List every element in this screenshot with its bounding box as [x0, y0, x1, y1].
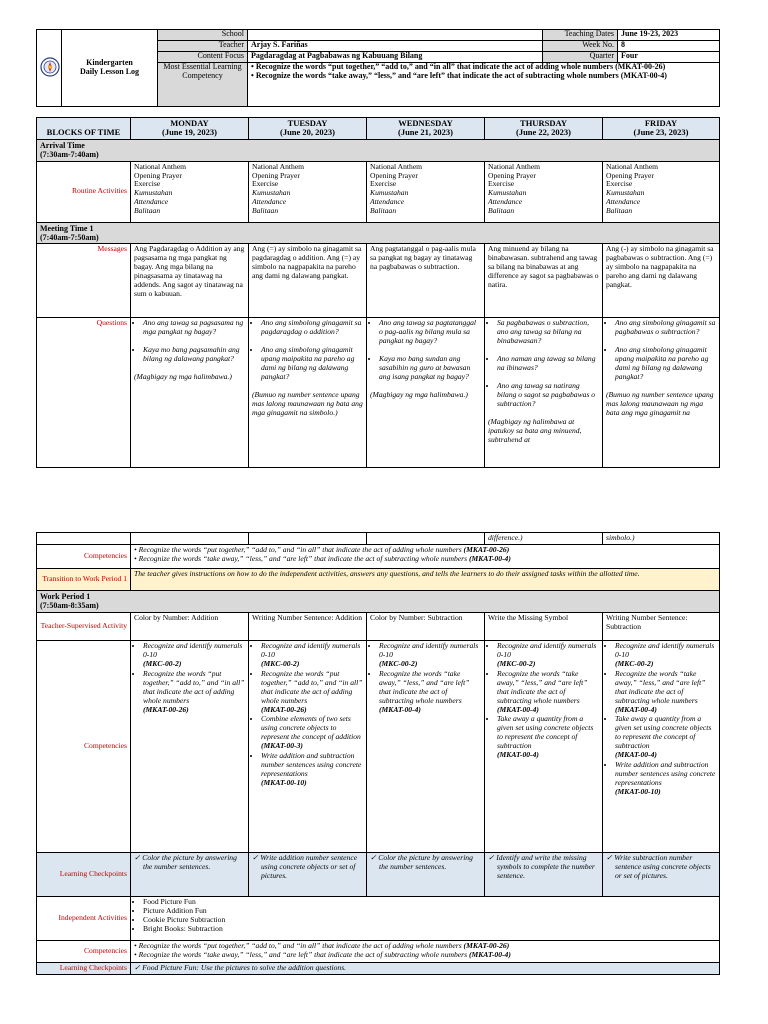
routine-activities-label: Routine Activities: [37, 161, 131, 222]
routine-item: Kumustahan: [252, 188, 291, 198]
competency-item: • Take away a quantity from a given set using concrete objects to represent the concept of subtraction (MKAT-00-4): [497, 715, 599, 760]
school-title: Kindergarten: [86, 58, 133, 68]
question-item: • Ano naman ang tawag sa bilang na ibinawas?: [497, 355, 599, 373]
questions-cell: [485, 318, 603, 468]
questions-cell: [249, 318, 367, 468]
question-note: (Bumuo ng number sentence upang mas lalong maunawaan ng bata ang mga ginagamit na simbolo.): [252, 390, 363, 418]
checkpoint-cell: [367, 852, 485, 896]
independent-activities-list: [131, 896, 720, 940]
competencies-2: • Recognize the words “put together,” “add to,” and “in all” that indicate the act of adding whole numbers (MKAT-00-26) • Recognize the words “take away,” “less,” and “are left” that indicate the act of subtracting whole numbers (MKAT-00-4): [131, 940, 720, 962]
competency-item: • Recognize and identify numerals 0-10 (MKC-00-2): [261, 642, 363, 669]
competency-cell: [249, 640, 367, 852]
questions-cell: [131, 318, 249, 468]
routine-item: Exercise: [134, 179, 161, 189]
question-item: • Ano ang tawag sa natirang bilang o sagot sa pagbabawas o subtraction?: [497, 382, 599, 409]
meeting-time-section: Meeting Time 1 (7:40am-7:50am): [37, 222, 720, 244]
note-continuation: [131, 533, 249, 545]
checkpoint-cell: [249, 852, 367, 896]
teacher-value: Arjay S. Fariñas: [248, 41, 543, 52]
checkpoint-cell: [603, 852, 720, 896]
lesson-log-page-2: [36, 532, 719, 975]
lesson-log-page-1: [36, 29, 719, 468]
message-cell: Ang (-) ay simbolo na ginagamit sa pagbabawas o subtraction. Ang (=) ay simbolo na nagpapakita na pareho ang dami ng dalawang pangkat.: [603, 244, 720, 318]
routine-item: Exercise: [370, 179, 397, 189]
competency-cell: [603, 640, 720, 852]
header-table: [36, 29, 720, 107]
routine-item: Balitaan: [488, 206, 515, 216]
questions-label: Questions: [37, 318, 131, 468]
school-value: [248, 30, 543, 41]
question-item: • Sa pagbabawas o subtraction, ano ang tawag sa bilang na binabawasan?: [497, 319, 599, 346]
question-item: • Ano ang simbolong ginagamit sa pagbabawas o subtraction?: [615, 319, 716, 337]
routine-item: Kumustahan: [370, 188, 409, 198]
independent-activities-label: Independent Activities: [37, 896, 131, 940]
competency-item: • Recognize and identify numerals 0-10 (MKC-00-2): [497, 642, 599, 669]
seal-icon: [40, 56, 60, 78]
quarter-label: Quarter: [543, 52, 618, 63]
questions-cell: [603, 318, 720, 468]
routine-item: Attendance: [252, 197, 287, 207]
routine-list: [249, 161, 367, 222]
mel-item: • Recognize the words “take away,” “less,” and “are left” that indicate the act of subtracting whole numbers (MKAT-00-4): [251, 70, 667, 80]
checkpoint-cell: [485, 852, 603, 896]
question-note: (Magbigay ng mga halimbawa.): [370, 390, 468, 400]
question-item: • Ano ang simbolong ginagamit upang maipakita na pareho ag dami ng bilang ng dalawang pangkat?: [261, 346, 363, 382]
routine-item: Attendance: [134, 197, 169, 207]
routine-item: Opening Prayer: [606, 170, 654, 180]
week-label: Week No.: [543, 41, 618, 52]
question-note: (Magbigay ng mga halimbawa.): [134, 372, 232, 382]
day-header-wednesday: WEDNESDAY (June 21, 2023): [367, 118, 485, 140]
question-item: • Ano ang tawag sa pagsasama ng mga pangkat ng bagay?: [143, 319, 245, 337]
competencies-2-label: Competencies: [37, 940, 131, 962]
competency-item: • Recognize the words “take away,” “less,” and “are left” that indicate the act of subtracting whole numbers (MKAT-00-4): [615, 670, 716, 715]
note-continuation: difference.): [485, 533, 603, 545]
note-continuation: simbolo.): [603, 533, 720, 545]
day-header-tuesday: TUESDAY (June 20, 2023): [249, 118, 367, 140]
question-item: • Ano ang simbolong ginagamit sa pagdaragdag o addition?: [261, 319, 363, 337]
daily-lesson-log-title: Daily Lesson Log: [79, 67, 140, 76]
activity-cell: Writing Number Sentence: Subtraction: [603, 612, 720, 640]
routine-item: Balitaan: [606, 206, 633, 216]
routine-item: Kumustahan: [606, 188, 645, 198]
content-focus-value: Pagdaragdag at Pagbabawas ng Kabuuang Bilang: [248, 52, 543, 63]
transition-text: The teacher gives instructions on how to do the independent activities, answers any questions, and tells the learners to do their assigned tasks within the allotted time.: [131, 568, 720, 590]
routine-list: [485, 161, 603, 222]
routine-list: [603, 161, 720, 222]
routine-item: Opening Prayer: [252, 170, 300, 180]
message-cell: Ang minuend ay bilang na binabawasan. subtrahend ang tawag sa bilang na binabawas at ang difference ay sagot sa pagbabawas o natira.: [485, 244, 603, 318]
teacher-label: Teacher: [158, 41, 248, 52]
routine-item: Exercise: [606, 179, 633, 189]
routine-item: Opening Prayer: [370, 170, 418, 180]
checkpoint-text: ✓ Identify and write the missing symbols to complete the number sentence.: [488, 852, 595, 880]
schedule-table-2: [36, 532, 720, 975]
messages-label: Messages: [37, 244, 131, 318]
teacher-supervised-label: Teacher-Supervised Activity: [37, 612, 131, 640]
routine-list: [367, 161, 485, 222]
check-icon: ✓: [488, 852, 497, 862]
competency-cell: [131, 640, 249, 852]
questions-cell: [367, 318, 485, 468]
arrival-time-section: Arrival Time (7:30am-7:40am): [37, 139, 720, 161]
check-icon: ✓: [134, 852, 143, 862]
competency-item: • Recognize and identify numerals 0-10 (MKC-00-2): [379, 642, 481, 669]
check-icon: ✓: [606, 852, 615, 862]
question-note: (Magbigay ng halimbawa at ipatukoy sa bata ang minuend, subtrahend at: [488, 417, 582, 444]
routine-item: Kumustahan: [488, 188, 527, 198]
work-period-section: Work Period 1 (7:50am-8:35am): [37, 590, 720, 612]
routine-item: Attendance: [370, 197, 405, 207]
mel-item: • Recognize the words “put together,” “add to,” and “in all” that indicate the act of adding whole numbers (MKAT-00-26): [251, 62, 666, 71]
message-cell: Ang pagtatanggal o pag-aalis mula sa pangkat ng bagay ay tinatawag na pagbabawas o subtraction.: [367, 244, 485, 318]
school-label: School: [158, 30, 248, 41]
message-cell: Ang Pagdaragdag o Addition ay ang pagsasama ng mga pangkat ng bagay. Ang mga bilang na pinagsasama ay tinatawag na addends. Ang sagot ay tinatawag na sum o kabuuan.: [131, 244, 249, 318]
routine-item: National Anthem: [488, 161, 541, 171]
competency-item: • Recognize the words “put together,” “add to,” and “in all” that indicate the act of adding whole numbers (MKAT-00-26): [143, 670, 245, 715]
routine-item: Exercise: [252, 179, 279, 189]
routine-item: Attendance: [606, 197, 641, 207]
routine-item: Balitaan: [134, 206, 161, 216]
competency-item: • Take away a quantity from a given set using concrete objects to represent the concept of subtraction (MKAT-00-4): [615, 715, 716, 760]
checkpoint-text: ✓ Color the picture by answering the number sentences.: [134, 852, 237, 871]
competencies-label: Competencies: [37, 544, 131, 568]
independent-item: • Cookie Picture Subtraction: [143, 916, 716, 925]
learning-checkpoints-2-label: Learning Checkpoints: [37, 962, 131, 974]
routine-item: National Anthem: [606, 161, 659, 171]
competency-item: • Recognize the words “take away,” “less,” and “are left” that indicate the act of subtracting whole numbers (MKAT-00-4): [497, 670, 599, 715]
independent-item: • Bright Books: Subtraction: [143, 925, 716, 934]
mel-label: Most Essential Learning Competency: [158, 63, 248, 107]
routine-item: Attendance: [488, 197, 523, 207]
check-icon: ✓: [252, 852, 261, 862]
activity-cell: Color by Number: Addition: [131, 612, 249, 640]
schedule-table-1: [36, 117, 720, 468]
activity-cell: Write the Missing Symbol: [485, 612, 603, 640]
checkpoint-text: ✓ Write subtraction number sentence using concrete objects or set of pictures.: [606, 852, 711, 880]
mel-list: [248, 63, 720, 107]
day-header-friday: FRIDAY (June 23, 2023): [603, 118, 720, 140]
competency-item: • Write addition and subtraction number sentences using concrete representations (MKAT-00-10): [615, 761, 716, 797]
quarter-value: Four: [618, 52, 720, 63]
day-header-monday: MONDAY (June 19, 2023): [131, 118, 249, 140]
routine-item: Balitaan: [252, 206, 279, 216]
content-focus-label: Content Focus: [158, 52, 248, 63]
teaching-dates-value: June 19-23, 2023: [618, 30, 720, 41]
routine-item: Opening Prayer: [134, 170, 182, 180]
question-item: • Ano ang tawag sa pagtatanggal o pag-aalis ng bilang mula sa pangkat ng bagay?: [379, 319, 481, 346]
competency-item: • Recognize the words “take away,” “less,” and “are left” that indicate the act of subtracting whole numbers (MKAT-00-4): [379, 670, 481, 715]
checkpoint-cell: [131, 852, 249, 896]
check-icon: ✓: [370, 852, 379, 862]
routine-item: Exercise: [488, 179, 515, 189]
routine-list: [131, 161, 249, 222]
competency-item: • Recognize the words “put together,” “add to,” and “in all” that indicate the act of adding whole numbers (MKAT-00-26): [261, 670, 363, 715]
teaching-dates-label: Teaching Dates: [543, 30, 618, 41]
competency-cell: [485, 640, 603, 852]
question-item: • Ano ang simbolong ginagamit upang maipakita na pareho ag dami ng bilang ng dalawang pangkat?: [615, 346, 716, 382]
checkpoint-2: ✓ Food Picture Fun: Use the pictures to solve the addition questions.: [131, 962, 720, 974]
question-item: • Kaya mo bang sundan ang sasabihin ng guro at bawasan ang isang pangkat ng bagay?: [379, 355, 481, 382]
routine-item: National Anthem: [252, 161, 305, 171]
note-continuation: [249, 533, 367, 545]
competency-item: • Write addition and subtraction number sentences using concrete representations (MKAT-00-10): [261, 752, 363, 788]
message-cell: Ang (=) ay simbolo na ginagamit sa pagdaragdag o addition. Ang (=) ay simbolo na nagpapakita na pareho ang dami ng dalawang pangkat.: [249, 244, 367, 318]
routine-item: Opening Prayer: [488, 170, 536, 180]
routine-item: National Anthem: [134, 161, 187, 171]
question-note: (Bumuo ng number sentence upang mas lalong maunawaan ng mga bata ang mga ginagamit na: [606, 390, 714, 418]
day-header-thursday: THURSDAY (June 22, 2023): [485, 118, 603, 140]
independent-item: • Food Picture Fun: [143, 898, 716, 907]
work-competencies-label: Competencies: [37, 640, 131, 852]
competency-item: • Recognize and identify numerals 0-10 (MKC-00-2): [143, 642, 245, 669]
competency-item: • Recognize and identify numerals 0-10 (MKC-00-2): [615, 642, 716, 669]
blocks-of-time-header: BLOCKS OF TIME: [37, 118, 131, 140]
learning-checkpoints-label: Learning Checkpoints: [37, 852, 131, 896]
routine-item: Balitaan: [370, 206, 397, 216]
checkpoint-text: ✓ Color the picture by answering the number sentences.: [370, 852, 473, 871]
activity-cell: Writing Number Sentence: Addition: [249, 612, 367, 640]
meeting-competencies: • Recognize the words “put together,” “add to,” and “in all” that indicate the act of adding whole numbers (MKAT-00-26) • Recognize the words “take away,” “less,” and “are left” that indicate the act of subtracting whole numbers (MKAT-00-4): [131, 544, 720, 568]
routine-item: Kumustahan: [134, 188, 173, 198]
activity-cell: Color by Number: Subtraction: [367, 612, 485, 640]
week-value: 8: [618, 41, 720, 52]
competency-item: • Combine elements of two sets using concrete objects to represent the concept of addition (MKAT-00-3): [261, 715, 363, 751]
deped-seal: [37, 30, 62, 107]
competency-cell: [367, 640, 485, 852]
checkpoint-text: ✓ Write addition number sentence using concrete objects or set of pictures.: [252, 852, 358, 880]
question-item: • Kaya mo bang pagsamahin ang bilang ng dalawang pangkat?: [143, 346, 245, 364]
independent-item: • Picture Addition Fun: [143, 907, 716, 916]
note-continuation: [367, 533, 485, 545]
transition-label: Transition to Work Period 1: [37, 568, 131, 590]
routine-item: National Anthem: [370, 161, 423, 171]
log-title: [62, 30, 158, 107]
